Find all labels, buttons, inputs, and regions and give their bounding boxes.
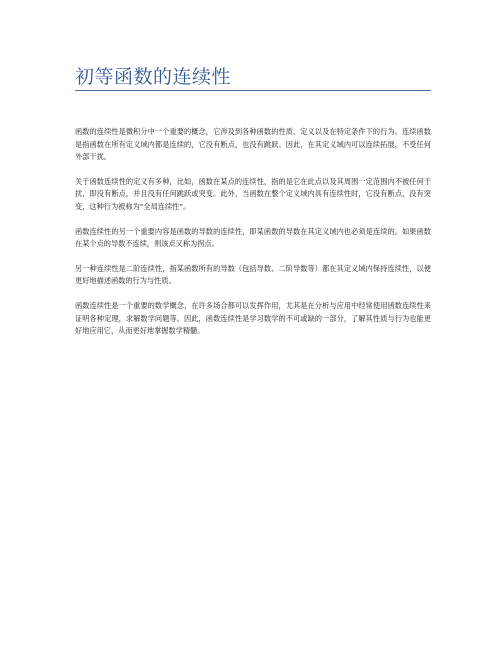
title-divider — [75, 90, 431, 91]
paragraph: 函数的连续性是微积分中一个重要的概念，它涉及到各种函数的性质、定义以及在特定条件下的行为。连续函数是指函数在所有定义域内都是连续的，它没有断点，也没有跳跃。因此，在其定义域内可以连续拓展，不受任何外部干扰。 — [75, 127, 431, 162]
paragraph: 关于函数连续性的定义有多种，比如，函数在某点的连续性，指的是它在此点以及其周围一定范围内不被任何干扰，即没有断点，并且没有任何跳跃或突变。此外，当函数在整个定义域内具有连续性时，它没有断点，没有突变，这种行为被称为“全局连续性”。 — [75, 176, 431, 211]
paragraph: 函数连续性是一个重要的数学概念，在许多场合都可以发挥作用，尤其是在分析与应用中经常使用函数连续性来证明各种定理，求解数学问题等。因此，函数连续性是学习数学的不可或缺的一部分，了解其性质与行为也能更好地应用它，从而更好地掌握数学精髓。 — [75, 300, 431, 336]
page-title: 初等函数的连续性 — [75, 66, 232, 88]
paragraph: 函数连续性的另一个重要内容是函数的导数的连续性，即某函数的导数在其定义域内也必须是连续的。如果函数在某个点的导数不连续，则该点又称为拐点。 — [75, 226, 431, 249]
paragraph: 另一种连续性是二阶连续性，指某函数所有的导数（包括导数、二阶导数等）都在其定义域内保持连续性，以便更好地描述函数的行为与性质。 — [75, 263, 431, 286]
document-body — [75, 126, 431, 350]
